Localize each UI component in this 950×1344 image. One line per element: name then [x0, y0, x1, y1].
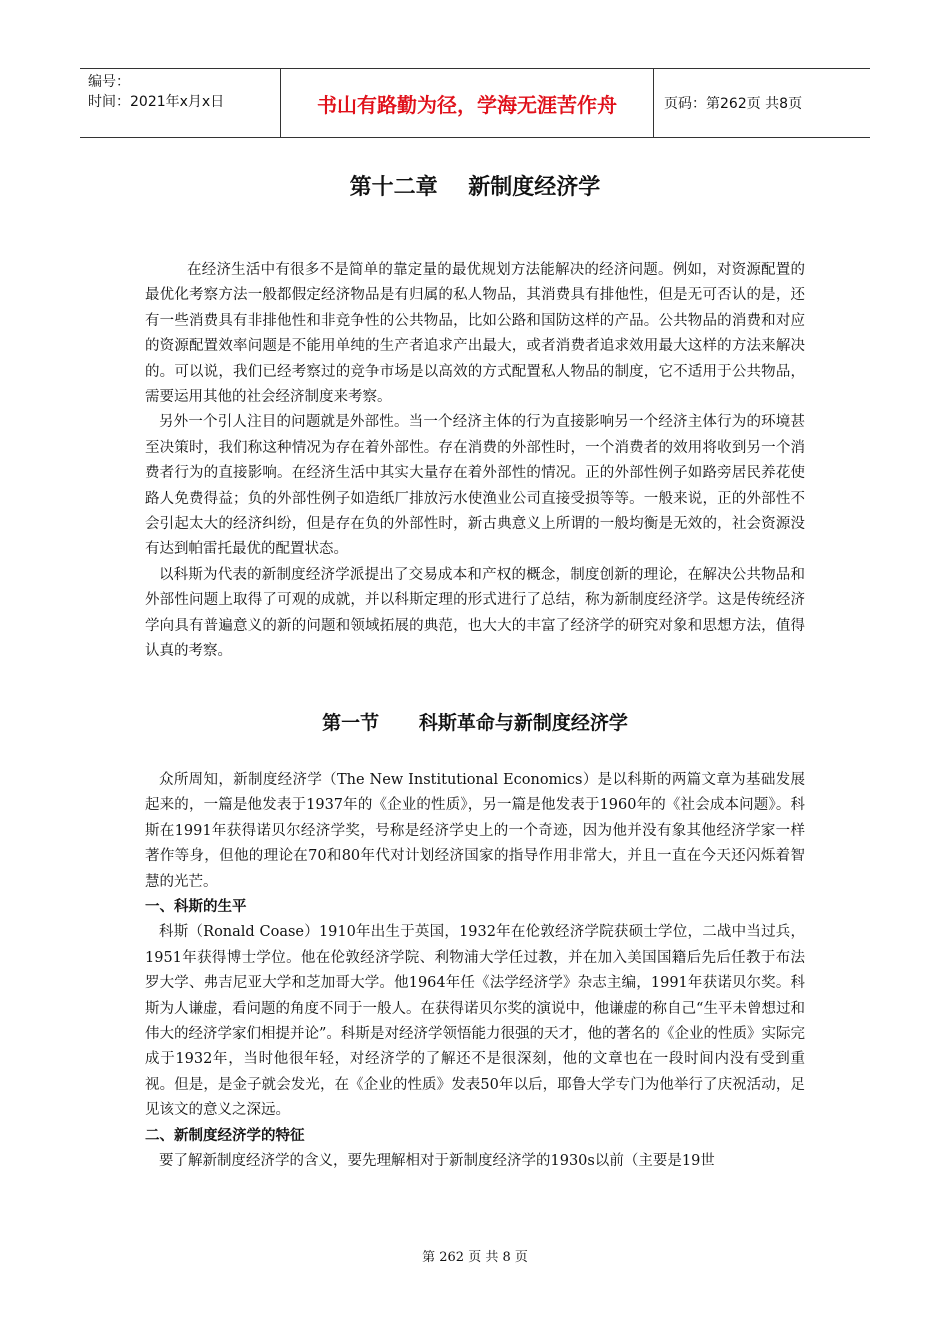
section-paragraph: 众所周知，新制度经济学（The New Institutional Economics）是以科斯的两篇文章为基础发展起来的，一篇是他发表于1937年的《企业的性质》，另一篇是他发表于1960年的《社会成本问题》。科斯在1991年获得诺贝尔经济学奖，号称是经济学史上的一个奇迹，因为他并没有象其他经济学家一样著作等身，但他的理论在70和80年代对计划经济国家的指导作用非常大，并且一直在今天还闪烁着智慧的光芒。	[145, 771, 805, 890]
page-footer: 第 262 页 共 8 页	[422, 1250, 528, 1265]
subsection-paragraph-1: 科斯（Ronald Coase）1910年出生于英国，1932年在伦敦经济学院获硕士学位，二战中当过兵，1951年获得博士学位。他在伦敦经济学院、利物浦大学任过教，并在加入美国国籍后先后任教于布法罗大学、弗吉尼亚大学和芝加哥大学。他1964年任《法学经济学》杂志主编，1991年获诺贝尔奖。科斯为人谦虚，看问题的角度不同于一般人。在获得诺贝尔奖的演说中，他谦虚的称自己“生平未曾想过和伟大的经济学家们相提并论”。科斯是对经济学领悟能力很强的天才，他的著名的《企业的性质》实际完成于1932年，当时他很年轻，对经济学的了解还不是很深刻，他的文章也在一段时间内没有受到重视。但是，是金子就会发光，在《企业的性质》发表50年以后，耶鲁大学专门为他举行了庆祝活动，足见该文的意义之深远。	[145, 924, 805, 1119]
document-body	[145, 258, 805, 1174]
header-page-info: 页码：第262页 共8页	[664, 96, 803, 112]
chapter-title: 第十二章 新制度经济学	[349, 175, 601, 200]
intro-paragraph-2: 另外一个引人注目的问题就是外部性。当一个经济主体的行为直接影响另一个经济主体行为的环境甚至决策时，我们称这种情况为存在着外部性。存在消费的外部性时，一个消费者的效用将收到另一个消费者行为的直接影响。在经济生活中其实大量存在着外部性的情况。正的外部性例子如路旁居民养花使路人免费得益；负的外部性例子如造纸厂排放污水使渔业公司直接受损等等。一般来说，正的外部性不会引起太大的经济纠纷，但是存在负的外部性时，新古典意义上所谓的一般均衡是无效的，社会资源没有达到帕雷托最优的配置状态。	[145, 414, 805, 558]
subsection-paragraph-2: 要了解新制度经济学的含义，要先理解相对于新制度经济学的1930s以前（主要是19世	[159, 1153, 715, 1169]
subsection-title-2: 二、新制度经济学的特征	[145, 1127, 305, 1144]
header-slogan: 书山有路勤为径，学海无涯苦作舟	[281, 69, 654, 137]
intro-paragraph-1: 在经济生活中有很多不是简单的靠定量的最优规划方法能解决的经济问题。例如，对资源配置的最优化考察方法一般都假定经济物品是有归属的私人物品，其消费具有排他性，但是无可否认的是，还有一些消费具有非排他性和非竞争性的公共物品，比如公路和国防这样的产品。公共物品的消费和对应的资源配置效率问题是不能用单纯的生产者追求产出最大，或者消费者追求效用最大这样的方法来解决的。可以说，我们已经考察过的竞争市场是以高效的方式配置私人物品的制度，它不适用于公共物品，需要运用其他的社会经济制度来考察。	[145, 262, 805, 406]
subsection-title-1: 一、科斯的生平	[145, 898, 247, 915]
number-label: 编号：	[88, 74, 130, 90]
time-label: 时间：2021年x月x日	[88, 94, 225, 110]
page-header	[80, 68, 870, 138]
section-title: 第一节 科斯革命与新制度经济学	[322, 711, 628, 734]
intro-paragraph-3: 以科斯为代表的新制度经济学派提出了交易成本和产权的概念，制度创新的理论，在解决公共物品和外部性问题上取得了可观的成就，并以科斯定理的形式进行了总结，称为新制度经济学。这是传统经济学向具有普遍意义的新的问题和领域拓展的典范，也大大的丰富了经济学的研究对象和思想方法，值得认真的考察。	[145, 566, 805, 660]
header-meta	[80, 69, 281, 137]
